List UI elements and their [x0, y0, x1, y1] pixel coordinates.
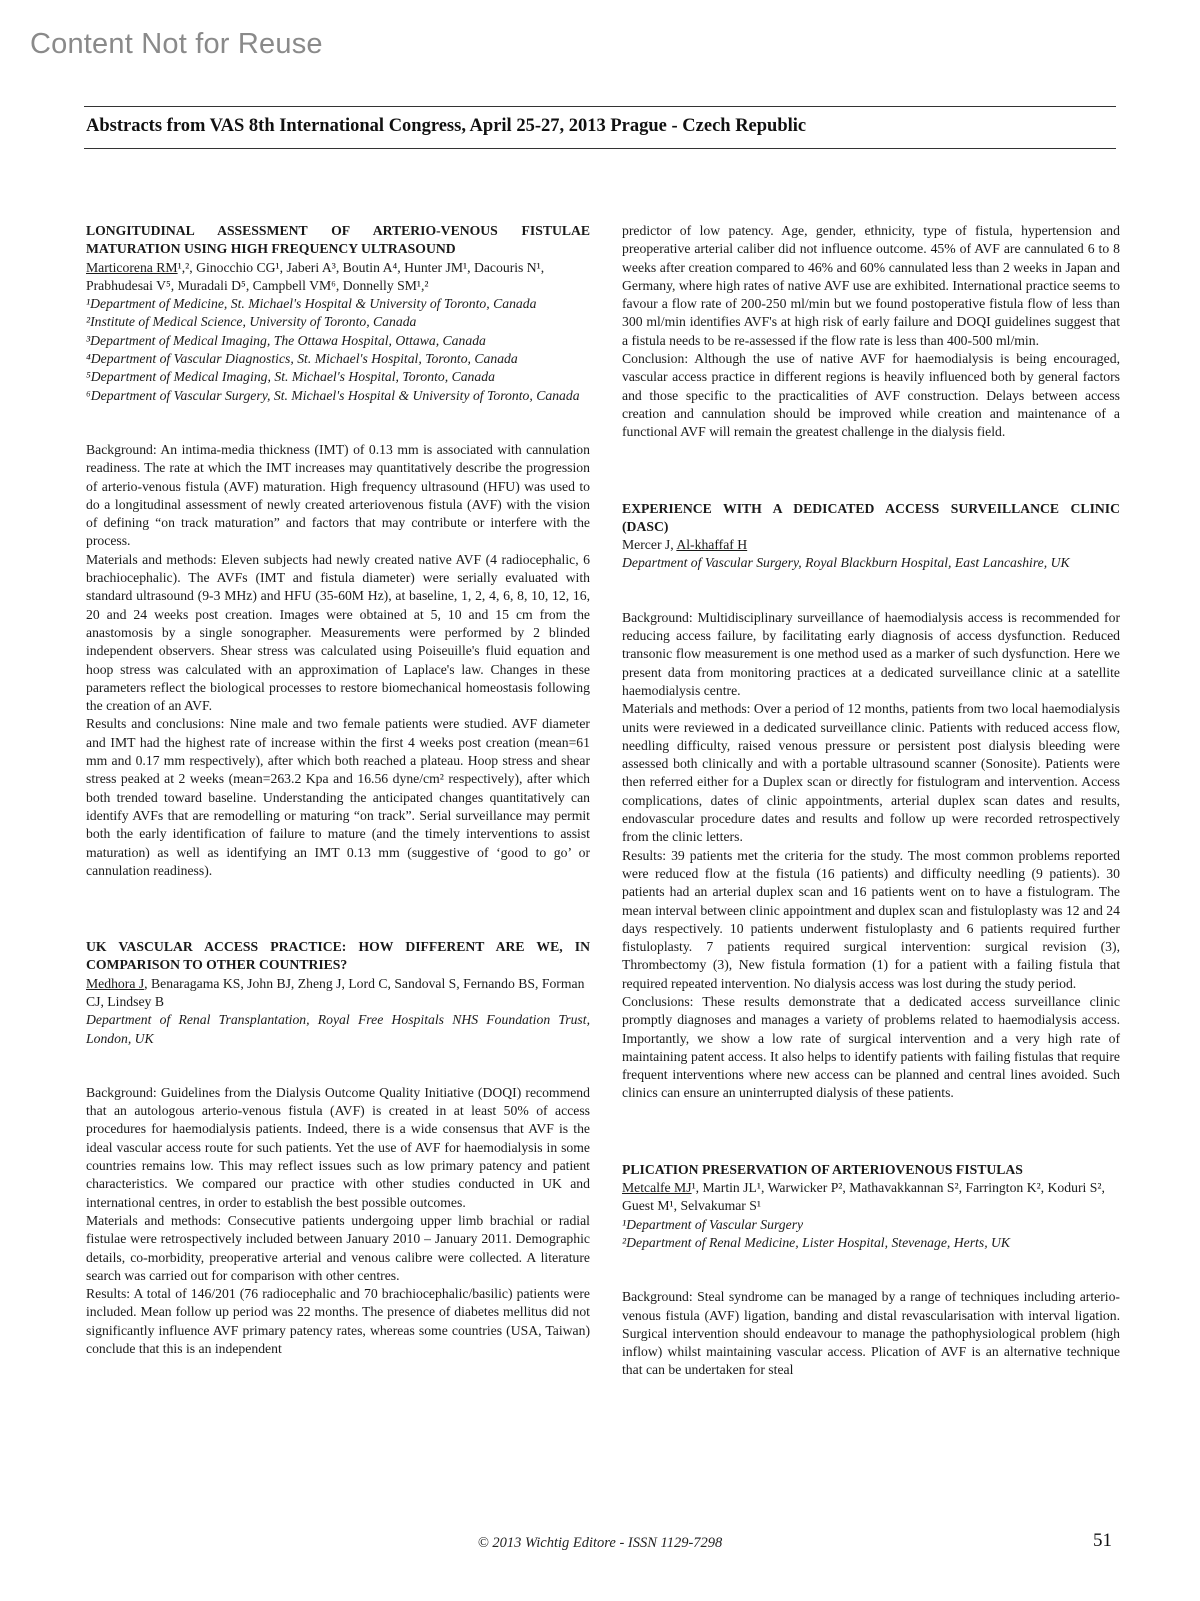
abstract-paragraph: Results and conclusions: Nine male and two female patients were studied. AVF diameter and IMT had the highest rate of increase within the first 4 weeks post creation (mean=61 mm and 0.17 mm respectively), after which both reached a plateau. Hoop stress and shear stress peaked at 2 weeks (mean=263.2 Kpa and 16.56 dyne/cm² respectively), after which both trended toward baseline. Understanding the anticipated changes quantitatively can identify AVFs that are remodelling or maturing “on track”. Serial surveillance may permit both the early identification of failure to mature (and the timely interventions to assist maturation) as well as identifying an IMT 0.13 mm (suggestive of ‘good to go’ or cannulation readiness).	[86, 716, 590, 878]
abstract-paragraph: Results: A total of 146/201 (76 radiocephalic and 70 brachiocephalic/basilic) patients were included. Mean follow up period was 22 months. The presence of diabetes mellitus did not significantly influence AVF primary patency rates, whereas some countries (USA, Taiwan) conclude that this is an independent	[86, 1286, 590, 1357]
abstract-paragraph: Conclusion: Although the use of native AVF for haemodialysis is being encouraged, vascular access practice in different regions is heavily influenced both by general factors and those specific to the practicalities of AVF construction. Delays between access creation and cannulation should be improved while creation and maintenance of a functional AVF will remain the greatest challenge in the dialysis field.	[622, 351, 1120, 440]
abstract-body	[622, 609, 1120, 1103]
abstract-paragraph: Materials and methods: Over a period of 12 months, patients from two local haemodialysis units were reviewed in a dedicated surveillance clinic. Patients with reduced access flow, needling difficulty, raised venous pressure or persistent post dialysis bleeding were assessed both clinically and with a portable ultrasound scanner (Sonosite). Patients were then referred either for a Duplex scan or directly for fistulogram and intervention. Access complications, dates of clinic appointments, arterial duplex scan dates and results, endovascular procedure dates and results and follow up were recorded retrospectively from the clinic letters.	[622, 701, 1120, 845]
author-list	[622, 1179, 1120, 1216]
abstract-paragraph: Background: Multidisciplinary surveillance of haemodialysis access is recommended for reducing access failure, by facilitating early diagnosis of access dysfunction. Reduced transonic flow measurement is one method used as a marker of such dysfunction. Here we present data from monitoring practices at a dedicated surveillance clinic at a satellite haemodialysis centre.	[622, 609, 1120, 698]
footer-copyright: © 2013 Wichtig Editore - ISSN 1129-7298	[477, 1535, 723, 1551]
abstract-continuation	[622, 222, 1120, 442]
affiliation: ²Department of Renal Medicine, Lister Hospital, Stevenage, Herts, UK	[622, 1234, 1011, 1250]
affiliation: ¹Department of Medicine, St. Michael's Hospital & University of Toronto, Canada	[86, 296, 537, 312]
affiliation: ³Department of Medical Imaging, The Ottawa Hospital, Ottawa, Canada	[86, 332, 486, 348]
presenting-author: Metcalfe MJ	[622, 1180, 692, 1196]
abstract	[86, 222, 590, 880]
page-number: 51	[1093, 1530, 1112, 1551]
co-authors: Mercer J,	[622, 537, 677, 553]
abstract-paragraph: Materials and methods: Consecutive patients undergoing upper limb brachial or radial fistulae were retrospectively included between January 2010 – January 2011. Demographic details, co-morbidity, preoperative arterial and venous calibre were collected. A literature search was carried out for comparison with other centres.	[86, 1212, 590, 1283]
abstract	[622, 500, 1120, 1103]
abstract-paragraph: Materials and methods: Eleven subjects had newly created native AVF (4 radiocephalic, 6 brachiocephalic). The AVFs (IMT and fistula diameter) were serially evaluated with standard ultrasound (9-3 MHz) and HFU (35-60M Hz), at baseline, 1, 2, 4, 6, 8, 10, 12, 16, 20 and 24 weeks post creation. Images were obtained at 5, 10 and 15 cm from the anastomosis by a single sonographer. Measurements were performed by 2 blinded independent observers. Shear stress was calculated using Poiseuille's fluid equation and hoop stress was calculated with an approximation of Laplace's law. Changes in these parameters reflect the biological processes to restore biomechanical homeostasis following the creation of an AVF.	[86, 551, 590, 714]
abstract-body	[86, 1084, 590, 1358]
abstract-paragraph: Results: 39 patients met the criteria for the study. The most common problems reported were reduced flow at the fistula (16 patients) and difficulty needling (9 patients). 30 patients had an arterial duplex scan and 16 patients went on to have a fistulogram. The mean interval between clinic appointment and duplex scan and fistuloplasty was 12 and 24 days respectively. 10 patients underwent fistuloplasty and 6 patients required further fistuloplasty. 7 patients required surgical intervention: surgical revision (3), Thrombectomy (3), New fistula formation (1) for a patient with a failing fistula that required repeated intervention. No dialysis access was lost during the study period.	[622, 847, 1120, 991]
presenting-author: Medhora J	[86, 975, 145, 991]
abstract-paragraph: Conclusions: These results demonstrate that a dedicated access surveillance clinic promptly diagnoses and manages a variety of problems related to haemodialysis access. Importantly, we show a low rate of surgical intervention and a very high rate of maintaining patent access. It also helps to identify patients with failing fistulas that require frequent interventions where new access can be planned and central lines avoided. Such clinics can ensure an uninterrupted dialysis of these patients.	[622, 993, 1120, 1101]
abstract-title: UK VASCULAR ACCESS PRACTICE: HOW DIFFERENT ARE WE, IN COMPARISON TO OTHER COUNTRIES?	[86, 939, 590, 973]
abstract-paragraph: Background: An intima-media thickness (IMT) of 0.13 mm is associated with cannulation readiness. The rate at which the IMT increases may quantitatively describe the progression of arterio-venous fistula (AVF) maturation. High frequency ultrasound (HFU) was used to do a longitudinal assessment of newly created arteriovenous fistula (AVF) with the vision of defining “on track maturation” and factors that may contribute or interfere with the process.	[86, 441, 590, 549]
author-list	[86, 975, 590, 1012]
affiliation: ¹Department of Vascular Surgery	[622, 1216, 804, 1232]
affiliation: Department of Vascular Surgery, Royal Blackburn Hospital, East Lancashire, UK	[622, 555, 1070, 571]
affiliation: ⁴Department of Vascular Diagnostics, St. Michael's Hospital, Toronto, Canada	[86, 351, 518, 367]
co-authors: ¹, Martin JL¹, Warwicker P², Mathavakkannan S², Farrington K², Koduri S², Guest M¹, Selvakumar S¹	[622, 1180, 1105, 1214]
abstract-title: PLICATION PRESERVATION OF ARTERIOVENOUS FISTULAS	[622, 1161, 1023, 1177]
abstract-paragraph: Background: Steal syndrome can be managed by a range of techniques including arterio-venous fistula (AVF) ligation, banding and distal revascularisation with interval ligation. Surgical intervention should endeavour to manage the pathophysiological problem (high inflow) whilst maintaining vascular access. Plication of AVF is an alternative technique that can be undertaken for steal	[622, 1289, 1120, 1378]
affiliation: ⁶Department of Vascular Surgery, St. Michael's Hospital & University of Toronto, Canada	[86, 387, 580, 403]
right-column	[622, 222, 1120, 1380]
author-list	[86, 259, 590, 296]
presenting-author: Marticorena RM	[86, 259, 178, 275]
abstract-paragraph: Background: Guidelines from the Dialysis Outcome Quality Initiative (DOQI) recommend that an autologous arterio-venous fistula (AVF) is created in at least 50% of access procedures for haemodialysis patients. Indeed, there is a wide consensus that AVF is the ideal vascular access route for such patients. Yet the use of AVF for haemodialysis in some countries remains low. This may reflect issues such as low primary patency and patient characteristics. We compared our practice with other studies conducted in UK and international centres, in order to establish the best possible outcomes.	[86, 1084, 590, 1210]
left-column	[86, 222, 590, 1358]
journal-header-title: Abstracts from VAS 8th International Congress, April 25-27, 2013 Prague - Czech Republic	[86, 116, 807, 136]
affiliation: ⁵Department of Medical Imaging, St. Michael's Hospital, Toronto, Canada	[86, 369, 495, 385]
affiliation: ²Institute of Medical Science, University of Toronto, Canada	[86, 314, 417, 330]
presenting-author: Al-khaffaf H	[676, 537, 748, 553]
watermark: Content Not for Reuse	[30, 28, 323, 60]
header-bottom-rule	[84, 148, 1116, 149]
header-top-rule	[84, 106, 1116, 107]
abstract-title: EXPERIENCE WITH A DEDICATED ACCESS SURVEILLANCE CLINIC (DASC)	[622, 500, 1120, 534]
co-authors: ¹,², Ginocchio CG¹, Jaberi A³, Boutin A⁴, Hunter JM¹, Dacouris N¹, Prabhudesai V⁵, Muradali D⁵, Campbell VM⁶, Donnelly SM¹,²	[86, 259, 545, 293]
abstract-body	[622, 1288, 1120, 1379]
author-list	[622, 536, 1120, 554]
abstract-body	[86, 441, 590, 880]
abstract	[622, 1161, 1120, 1380]
abstract	[86, 938, 590, 1358]
affiliation: Department of Renal Transplantation, Royal Free Hospitals NHS Foundation Trust, London, UK	[86, 1012, 590, 1046]
abstract-paragraph: predictor of low patency. Age, gender, ethnicity, type of fistula, hypertension and preoperative arterial caliber did not influence outcome. 45% of AVF are cannulated 6 to 8 weeks after creation compared to 46% and 60% cannulated less than 2 weeks in Japan and Germany, where high rates of native AVF use are exhibited. International practice seems to favour a flow rate of 200-250 ml/min but we found postoperative fistula flow of less than 300 ml/min identifies AVF's at high risk of early failure and DOQI guidelines suggest that a fistula needs to be re-assessed if the flow rate is less than 400-500 ml/min.	[622, 223, 1120, 348]
abstract-title: LONGITUDINAL ASSESSMENT OF ARTERIO-VENOUS FISTULAE MATURATION USING HIGH FREQUENCY ULTRASOUND	[86, 223, 590, 257]
co-authors: , Benaragama KS, John BJ, Zheng J, Lord C, Sandoval S, Fernando BS, Forman CJ, Lindsey B	[86, 975, 585, 1009]
